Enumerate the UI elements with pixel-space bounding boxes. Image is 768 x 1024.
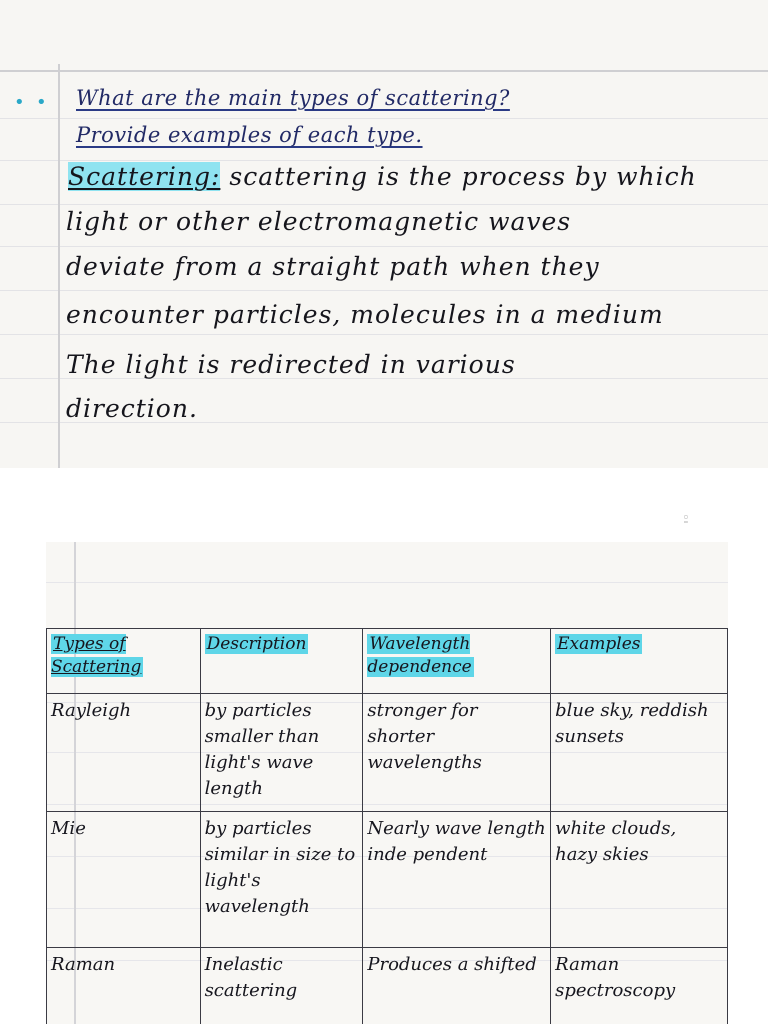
highlighter-mark: • — [14, 92, 25, 113]
cell-description: by particles similar in size to light's wavelength — [200, 812, 363, 948]
cell-wavelength: Produces a shifted — [363, 948, 551, 1024]
scanner-stamp-icon: ▢ ▭ — [684, 514, 688, 524]
table-page — [46, 542, 728, 1024]
table-row — [47, 948, 728, 1024]
question-line-1: What are the main types of scattering? — [76, 86, 510, 110]
header-wavelength-dependence: Wavelength dependence — [363, 629, 551, 694]
scattering-table — [46, 628, 728, 1024]
cell-type: Rayleigh — [47, 694, 201, 812]
cell-examples: Raman spectroscopy — [551, 948, 728, 1024]
definition-line-6: direction. — [66, 394, 198, 423]
question-line-2: Provide examples of each type. — [76, 123, 423, 147]
cell-examples: blue sky, reddish sunsets — [551, 694, 728, 812]
definition-line-5: The light is redirected in various — [66, 350, 516, 379]
notes-page — [0, 0, 768, 468]
definition-line-1 — [68, 162, 697, 191]
cell-type: Mie — [47, 812, 201, 948]
definition-line-2: light or other electromagnetic waves — [66, 207, 572, 236]
cell-wavelength: Nearly wave length inde pendent — [363, 812, 551, 948]
table-header-row — [47, 629, 728, 694]
definition-line-3: deviate from a straight path when they — [66, 252, 600, 281]
margin-line — [58, 64, 60, 468]
cell-wavelength: stronger for shorter wavelengths — [363, 694, 551, 812]
cell-type: Raman — [47, 948, 201, 1024]
definition-text: scattering is the process by which — [229, 162, 697, 191]
cell-description: by particles smaller than light's wave length — [200, 694, 363, 812]
term-scattering: Scattering: — [68, 162, 221, 191]
header-examples: Examples — [551, 629, 728, 694]
cell-description: Inelastic scattering — [200, 948, 363, 1024]
table-row — [47, 694, 728, 812]
header-description: Description — [200, 629, 363, 694]
table-row — [47, 812, 728, 948]
cell-examples: white clouds, hazy skies — [551, 812, 728, 948]
highlighter-mark: • — [36, 92, 47, 113]
definition-line-4: encounter particles, molecules in a medium — [66, 300, 664, 329]
page-top-rule — [0, 70, 768, 72]
header-types: Types of Scattering — [47, 629, 201, 694]
